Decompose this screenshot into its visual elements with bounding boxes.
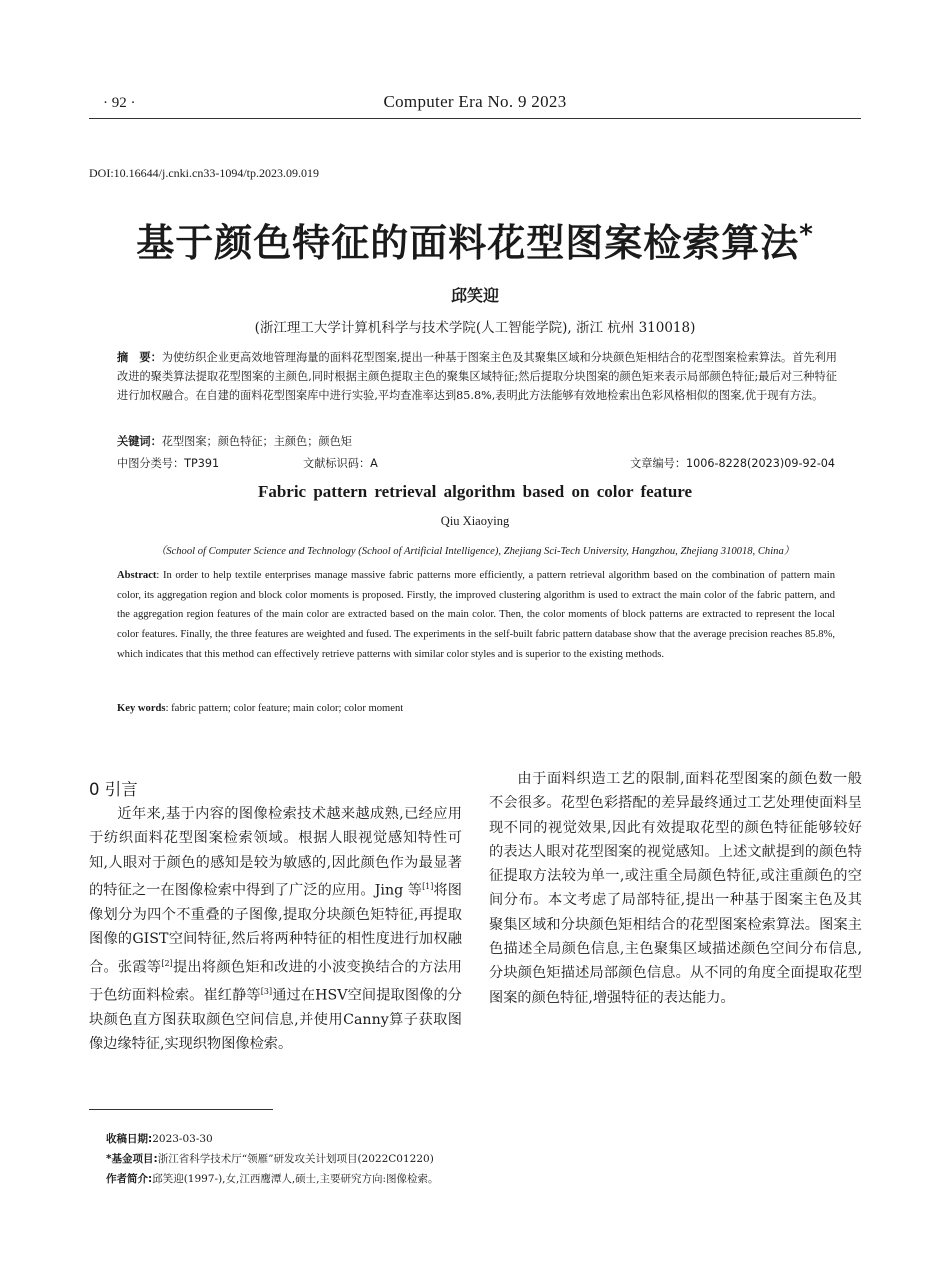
- citation-ref[interactable]: [2]: [161, 958, 173, 968]
- affiliation-cn: (浙江理工大学计算机科学与技术学院(人工智能学院), 浙江 杭州 310018): [254, 320, 696, 336]
- author-cn: 邱笑迎: [450, 286, 499, 305]
- footnote-label: *基金项目:: [106, 1153, 158, 1165]
- footnote-fund: [106, 1151, 434, 1166]
- title-en: Fabric pattern retrieval algorithm based on color feature: [257, 482, 693, 501]
- paragraph-text: 通过在HSV空间提取图像的分块颜色直方图获取颜色空间信息,并使用Canny算子获取图像边缘特征,实现织物图像检索。: [89, 987, 462, 1052]
- doi: DOI:10.16644/j.cnki.cn33-1094/tp.2023.09.019: [89, 166, 319, 180]
- abstract-en-label: Abstract: [117, 570, 157, 581]
- abstract-cn-label: 摘 要：: [117, 351, 162, 364]
- journal-header: Computer Era No. 9 2023: [383, 92, 567, 111]
- paragraph-text: 提出将颜色矩和改进的小波变换结合的方法用于色纺面料检索。崔红静等: [89, 959, 462, 1004]
- paragraph-text: 近年来,基于内容的图像检索技术越来越成熟,已经应用于纺织面料花型图案检索领域。根据人眼视觉感知特性可知,人眼对于颜色的感知是较为敏感的,因此颜色作为最显著的特征之一在图像检索中得到了广泛的应用。Jing 等: [89, 806, 462, 899]
- citation-ref[interactable]: [3]: [260, 986, 273, 996]
- header-rule: [89, 118, 861, 119]
- doc-code: 文献标识码：A: [303, 457, 378, 470]
- affiliation-en: （School of Computer Science and Technology (School of Artificial Intelligence), Zhejiang Sci-Tech University, Hangzhou, Zhejiang 310018, China）: [155, 546, 795, 557]
- author-en: Qiu Xiaoying: [440, 514, 510, 528]
- article-number: 文章编号：1006-8228(2023)09-92-04: [630, 457, 835, 470]
- keywords-cn-text: 花型图案；颜色特征；主颜色；颜色矩: [161, 435, 352, 448]
- citation-ref[interactable]: [1]: [422, 881, 434, 891]
- keywords-en: [117, 703, 403, 714]
- paragraph-intro-1: [89, 802, 462, 1056]
- keywords-cn: [117, 433, 352, 449]
- footnote-author: [106, 1171, 439, 1186]
- abstract-cn: [117, 348, 837, 405]
- paragraph-text: 将图像划分为四个不重叠的子图像,提取分块颜色矩特征,再提取图像的GIST空间特征,然后将两种特征的相性度进行加权融合。张霞等: [89, 882, 462, 976]
- body-column-right: [489, 767, 862, 1010]
- page-number: · 92 ·: [103, 95, 136, 111]
- footnote-text: 邱笑迎(1997-),女,江西鹰潭人,硕士,主要研究方向:图像检索。: [152, 1173, 439, 1185]
- paragraph-intro-2: 由于面料织造工艺的限制,面料花型图案的颜色数一般不会很多。花型色彩搭配的差异最终通过工艺处理使面料呈现不同的视觉效果,因此有效提取花型的颜色特征能够较好的表达人眼对花型图案的视觉感知。上述文献提到的颜色特征提取方法较为单一,或注重全局颜色特征,或注重颜色的空间分布。本文考虑了局部特征,提出一种基于图案主色及其聚集区域和分块颜色矩相结合的花型图案检索算法。图案主色描述全局颜色信息,主色聚集区域描述颜色空间分布信息,分块颜色矩描述局部颜色信息。从不同的角度全面提取花型图案的颜色特征,增强特征的表达能力。: [489, 771, 862, 1006]
- abstract-en-text: : In order to help textile enterprises manage massive fabric patterns more efficiently, a pattern retrieval algorithm based on the combination of pattern main color, its aggregation region and block color moments is proposed. Firstly, the improved clustering algorithm is used to extract the main color of the fabric pattern, and the aggregation region features of the main color are extracted based on the main color. Then, the color moments of block patterns are extracted to represent the local color features. Finally, the three features are weighted and fused. The experiments in the self-built fabric pattern database show that the average precision reaches 85.8%, which indicates that this method can effectively retrieve patterns with similar color styles and is superior to the existing methods.: [117, 570, 835, 660]
- footnote-label: 作者简介:: [106, 1173, 153, 1185]
- footnote-text: 浙江省科学技术厅“领雁”研发攻关计划项目(2022C01220): [157, 1153, 434, 1165]
- title-cn: [0, 212, 950, 267]
- footnote-label: 收稿日期:: [106, 1133, 153, 1145]
- clc-number: 中图分类号：TP391: [117, 457, 220, 470]
- title-cn-text: 基于颜色特征的面料花型图案检索算法: [136, 221, 800, 265]
- body-column-left: [89, 802, 462, 1056]
- footnote-rule: [89, 1109, 273, 1110]
- footnote-text: 2023-03-30: [152, 1133, 213, 1145]
- abstract-cn-text: 为使纺织企业更高效地管理海量的面料花型图案,提出一种基于图案主色及其聚集区域和分块颜色矩相结合的花型图案检索算法。首先利用改进的聚类算法提取花型图案的主颜色,同时根据主颜色提取主色的聚集区域特征;然后提取分块图案的颜色矩来表示局部颜色特征;最后对三种特征进行加权融合。在自建的面料花型图案库中进行实验,平均查准率达到85.8%,表明此方法能够有效地检索出色彩风格相似的图案,优于现有方法。: [117, 351, 837, 402]
- keywords-cn-label: 关键词：: [117, 435, 162, 448]
- abstract-en: [117, 566, 835, 665]
- title-footnote-mark: *: [799, 219, 814, 250]
- footnote-received: [106, 1131, 213, 1146]
- keywords-en-label: Key words: [117, 703, 166, 714]
- section-heading: 0 引言: [89, 780, 138, 799]
- keywords-en-text: : fabric pattern; color feature; main color; color moment: [165, 703, 404, 714]
